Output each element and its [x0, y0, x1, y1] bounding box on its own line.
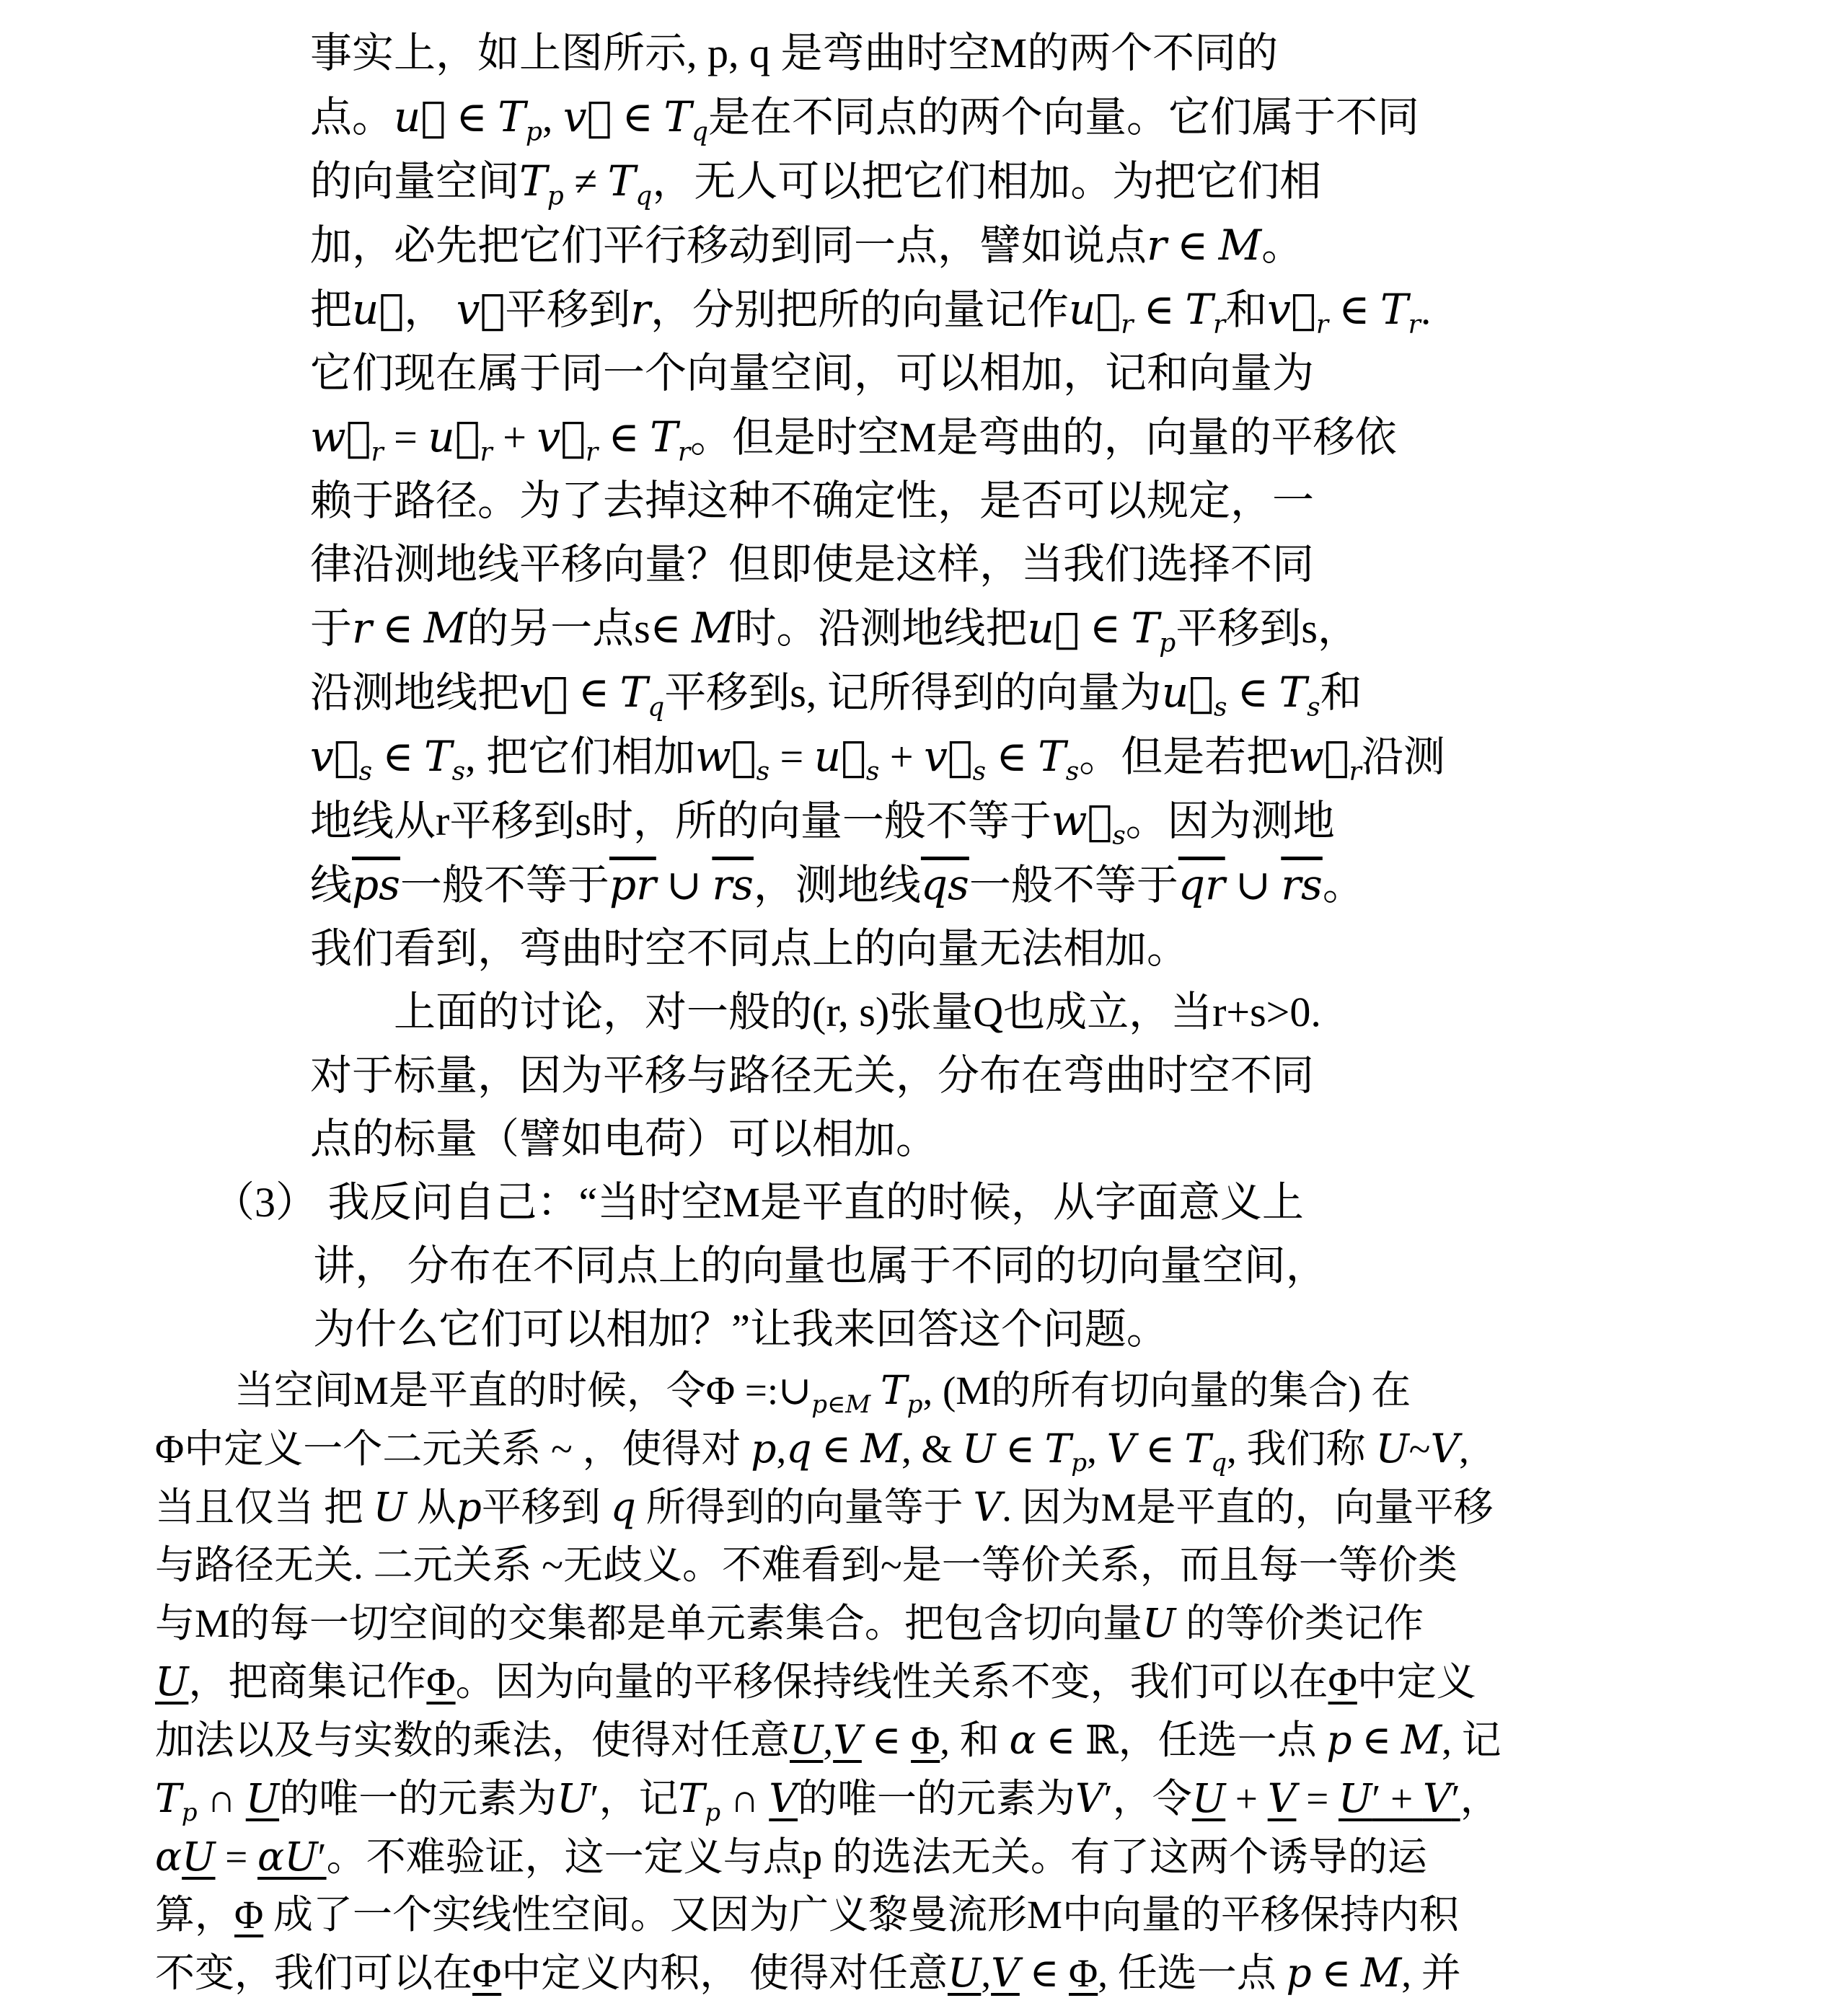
text-line: 点的标量（譬如电荷）可以相加。 [310, 1115, 938, 1162]
text-line: 地线从r平移到s时，所的向量一般不等于$w⃗_s$。因为测地 [310, 796, 1335, 851]
text-line: Φ中定义一个二元关系 ~ ，使得对 p,q ∈ M, & U ∈ $T_p$, V ∈ $T_q$, 我们称 U~V, [155, 1425, 1469, 1477]
text-line: 点。u⃗ ∈ $T_p$, v⃗ ∈ $T_q$是在不同点的两个向量。它们属于不同 [310, 92, 1420, 147]
text-line: $v⃗_s$ ∈ $T_s$, 把它们相加$w⃗_s$ = $u⃗_s$ + $v⃗_s$ ∈ $T_s$。但是若把$w⃗_r$沿测 [310, 732, 1445, 787]
text-line: 沿测地线把v⃗ ∈ $T_q$平移到s, 记所得到的向量为$u⃗_s$ ∈ $T_s$和 [310, 668, 1362, 722]
text-line: 它们现在属于同一个向量空间，可以相加，记和向量为 [310, 350, 1315, 397]
text-line: $w⃗_r$ = $u⃗_r$ + $v⃗_r$ ∈ $T_r$。但是时空M是弯曲的，向量的平移依 [310, 412, 1397, 467]
text-line: 算，Φ 成了一个实线性空间。又因为广义黎曼流形M中向量的平移保持内积 [155, 1893, 1459, 1937]
text-line: $T_p$ ∩ U的唯一的元素为U′，记$T_p$ ∩ V的唯一的元素为V′，令U + V = U′ + V′， [155, 1775, 1500, 1827]
text-line: 律沿测地线平移向量？但即使是这样，当我们选择不同 [310, 541, 1315, 588]
paragraph-item-3-question [213, 1171, 1839, 1361]
text-line: αU = αU′。不难验证，这一定义与点p 的选法无关。有了这两个诱导的运 [155, 1834, 1427, 1880]
text-line: 我们看到，弯曲时空不同点上的向量无法相加。 [310, 925, 1189, 972]
text-line: 与M的每一切空间的交集都是单元素集合。把包含切向量U 的等价类记作 [155, 1600, 1424, 1646]
text-line: 当且仅当 把 U 从p平移到 q 所得到的向量等于 V. 因为M是平直的，向量平移 [155, 1484, 1494, 1530]
text-line: U，把商集记作Φ。因为向量的平移保持线性关系不变，我们可以在Φ中定义 [155, 1658, 1476, 1705]
text-line: 的向量空间$T_p \ne T_q$，无人可以把它们相加。为把它们相 [310, 156, 1322, 211]
text-line: 对于标量，因为平移与路径无关，分布在弯曲时空不同 [310, 1052, 1315, 1099]
paragraph-curved-spacetime-vectors [310, 22, 1839, 1171]
text-line: （3） 我反问自己：“当时空M是平直的时候，从字面意义上 [213, 1179, 1304, 1226]
text-line: 赖于路径。为了去掉这种不确定性，是否可以规定，一 [310, 477, 1315, 524]
paragraph-flat-space-equivalence [155, 1361, 1731, 2002]
text-line: 不变，我们可以在Φ中定义内积， 使得对任意U,V ∈ Φ, 任选一点 p ∈ M, 并 [155, 1950, 1461, 1996]
text-line: 线$\overline{ps}$一般不等于$\overline{pr}$ ∪ $\overline{rs}$，测地线$\overline{qs}$一般不等于$\overline{qr}$ ∪ $\overline{rs}$。 [310, 860, 1364, 909]
text-line: 事实上，如上图所示, p, q 是弯曲时空M的两个不同的 [310, 30, 1279, 76]
text-line: 当空间M是平直的时候，令$\Phi =:\cup_{p\in M}$ $T_p$, (M的所有切向量的集合) 在 [234, 1367, 1411, 1419]
text-line: 为什么它们可以相加？”让我来回答这个问题。 [313, 1306, 1168, 1353]
text-line: 于r ∈ M的另一点s∈ M时。沿测地线把u⃗ ∈ $T_p$平移到s， [310, 604, 1359, 658]
text-line: 把u⃗， v⃗平移到r，分别把所的向量记作$u⃗_r$ ∈ $T_r$和$v⃗_r$ ∈ $T_r$. [310, 285, 1432, 340]
text-line: 加法以及与实数的乘法，使得对任意U,V ∈ Φ, 和 α ∈ ℝ，任选一点 p ∈ M, 记 [155, 1717, 1501, 1763]
text-line: 讲， 分布在不同点上的向量也属于不同的切向量空间， [313, 1242, 1328, 1289]
text-line: 上面的讨论，对一般的(r, s)张量Q也成立，当r+s>0. [394, 989, 1321, 1035]
text-line: 与路径无关. 二元关系 ~无歧义。不难看到~是一等价关系，而且每一等价类 [155, 1543, 1457, 1587]
text-line: 加，必先把它们平行移动到同一点，譬如说点r ∈ M。 [310, 221, 1304, 270]
